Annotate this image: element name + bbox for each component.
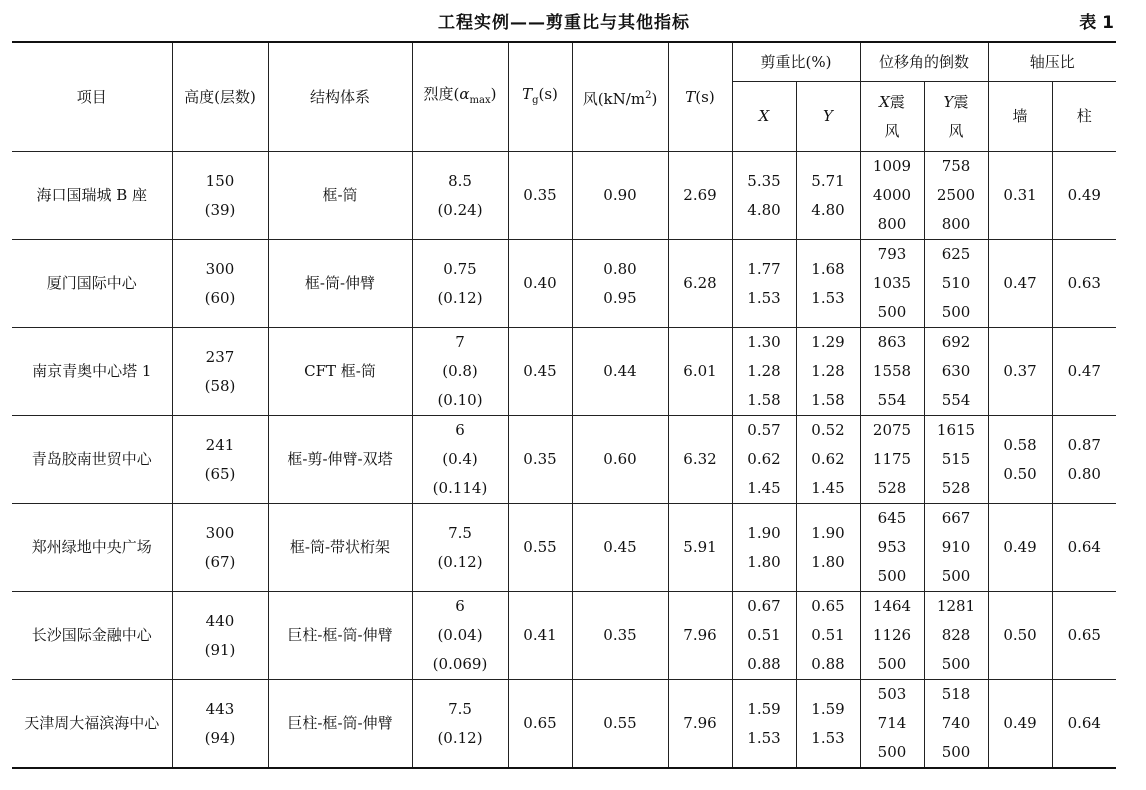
header-drift-y-axis: Y: [943, 92, 954, 111]
cell-system: [268, 680, 412, 769]
cell-line: 厦门国际中心: [46, 274, 137, 292]
cell-line: 1.90: [811, 523, 845, 542]
header-intensity-alpha: α: [459, 84, 470, 103]
cell-period: [668, 328, 732, 416]
cell-shear-x: [732, 240, 796, 328]
cell-column: [1052, 328, 1116, 416]
cell-line: 1009: [872, 157, 912, 175]
cell-drift-y: [924, 504, 988, 592]
cell-line: 框-剪-伸臂-双塔: [287, 450, 393, 468]
cell-height: [172, 152, 268, 240]
cell-line: 800: [877, 215, 907, 233]
cell-drift-x: [860, 592, 924, 680]
cell-line: 1.53: [811, 288, 845, 307]
cell-line: 500: [877, 303, 907, 321]
cell-shear-x: [732, 504, 796, 592]
cell-line: 630: [941, 362, 971, 380]
cell-period: [668, 416, 732, 504]
cell-line: 150: [205, 171, 235, 190]
cell-line: 0.62: [811, 450, 845, 468]
cell-intensity: [412, 592, 508, 680]
cell-line: 1558: [872, 362, 912, 380]
cell-line: 南京青奥中心塔 1: [32, 362, 152, 380]
cell-shear-y: [796, 152, 860, 240]
cell-line: 0.65: [811, 597, 845, 615]
cell-system: [268, 328, 412, 416]
cell-line: 758: [941, 157, 971, 175]
cell-line: 天津周大福滨海中心: [24, 714, 160, 732]
cell-line: (0.114): [432, 479, 488, 497]
header-tg-sub: g: [532, 94, 539, 106]
cell-line: 0.55: [603, 714, 637, 732]
table-row: [12, 240, 1116, 328]
cell-line: 910: [941, 538, 971, 556]
header-drift-inverse: 位移角的倒数: [860, 42, 988, 82]
cell-line: 500: [877, 743, 907, 761]
cell-tg: [508, 240, 572, 328]
cell-shear-y: [796, 328, 860, 416]
cell-line: 1.30: [747, 333, 781, 351]
table-body: [12, 152, 1116, 769]
cell-column: [1052, 416, 1116, 504]
header-shear-x: X: [732, 82, 796, 152]
cell-line: 0.50: [1003, 626, 1037, 644]
cell-wall: [988, 240, 1052, 328]
cell-line: 2075: [872, 421, 912, 439]
cell-line: 500: [877, 567, 907, 585]
table-row: [12, 416, 1116, 504]
cell-wall: [988, 504, 1052, 592]
cell-project: [12, 680, 172, 769]
cell-shear-x: [732, 416, 796, 504]
cell-drift-x: [860, 240, 924, 328]
header-axial-ratio: 轴压比: [988, 42, 1116, 82]
header-wind-sup: 2: [645, 89, 652, 101]
cell-line: 0.62: [747, 450, 781, 468]
header-period: [668, 42, 732, 152]
header-wall: 墙: [988, 82, 1052, 152]
cell-line: 0.35: [603, 626, 637, 644]
cell-line: 7.96: [683, 714, 717, 732]
header-intensity-suffix: ): [490, 84, 497, 103]
cell-line: 8.5: [448, 171, 472, 190]
header-intensity: [412, 42, 508, 152]
cell-line: (91): [204, 640, 236, 659]
cell-line: 0.80: [603, 259, 637, 278]
cell-system: [268, 152, 412, 240]
cell-line: 0.63: [1067, 274, 1101, 292]
cell-line: 0.57: [747, 421, 781, 439]
cell-period: [668, 680, 732, 769]
table-label: 表 1: [1079, 13, 1114, 33]
cell-tg: [508, 592, 572, 680]
cell-line: 528: [941, 479, 971, 497]
cell-wall: [988, 592, 1052, 680]
header-drift-x-line2: 风: [884, 121, 900, 140]
cell-line: 0.47: [1003, 274, 1037, 292]
cell-line: 0.65: [523, 714, 557, 732]
cell-wall: [988, 680, 1052, 769]
table-row: [12, 592, 1116, 680]
cell-period: [668, 152, 732, 240]
cell-system: [268, 592, 412, 680]
cell-line: (58): [204, 376, 236, 395]
cell-line: 6: [455, 597, 465, 615]
cell-line: 1.53: [747, 288, 781, 307]
table-title: 工程实例——剪重比与其他指标: [438, 13, 690, 33]
cell-line: 0.49: [1003, 714, 1037, 732]
cell-system: [268, 240, 412, 328]
cell-wind: [572, 416, 668, 504]
header-drift-y-rest: 震: [953, 92, 969, 111]
cell-period: [668, 240, 732, 328]
cell-line: 1.53: [811, 728, 845, 747]
cell-wind: [572, 592, 668, 680]
cell-line: 443: [205, 699, 235, 718]
cell-drift-y: [924, 240, 988, 328]
cell-shear-y: [796, 592, 860, 680]
header-wind-prefix: 风(kN/m: [582, 89, 646, 108]
cell-line: 0.35: [523, 186, 557, 204]
cell-line: (0.4): [442, 450, 478, 468]
cell-line: 1.58: [747, 391, 781, 409]
cell-shear-x: [732, 592, 796, 680]
header-column: 柱: [1052, 82, 1116, 152]
cell-line: 海口国瑞城 B 座: [36, 186, 148, 204]
cell-line: (39): [204, 200, 236, 219]
cell-line: 4.80: [811, 200, 845, 219]
cell-line: 1.28: [747, 362, 781, 380]
header-wind: [572, 42, 668, 152]
cell-line: 241: [205, 435, 235, 454]
cell-height: [172, 416, 268, 504]
cell-line: (0.8): [442, 362, 478, 380]
header-period-unit: (s): [695, 87, 715, 106]
cell-line: 长沙国际金融中心: [31, 626, 152, 644]
cell-line: 0.88: [747, 655, 781, 673]
cell-line: 7: [455, 333, 465, 351]
cell-line: 4.80: [747, 200, 781, 219]
header-drift-x-axis: X: [879, 92, 890, 111]
cell-line: CFT 框-筒: [304, 362, 376, 380]
cell-line: 0.50: [1003, 464, 1037, 483]
cell-shear-y: [796, 416, 860, 504]
cell-line: 1.29: [811, 333, 845, 351]
cell-line: 528: [877, 479, 907, 497]
cell-tg: [508, 680, 572, 769]
table-row: [12, 328, 1116, 416]
cell-drift-y: [924, 592, 988, 680]
cell-line: 1.59: [747, 699, 781, 718]
cell-line: 0.80: [1067, 464, 1101, 483]
cell-shear-x: [732, 328, 796, 416]
cell-line: 692: [941, 333, 971, 351]
cell-line: 1.80: [747, 552, 781, 571]
cell-line: 300: [205, 259, 235, 278]
header-intensity-sub: max: [469, 94, 491, 106]
cell-line: 郑州绿地中央广场: [31, 538, 152, 556]
cell-line: 0.51: [811, 626, 845, 644]
cell-line: 5.91: [683, 538, 717, 556]
cell-line: 0.49: [1003, 538, 1037, 556]
cell-line: 645: [877, 509, 907, 527]
cell-line: 793: [877, 245, 907, 263]
cell-line: 巨柱-框-筒-伸臂: [287, 714, 393, 732]
cell-line: 500: [877, 655, 907, 673]
cell-line: 300: [205, 523, 235, 542]
cell-line: 1126: [872, 626, 912, 644]
cell-line: 518: [941, 685, 971, 703]
cell-line: 1615: [936, 421, 976, 439]
cell-height: [172, 328, 268, 416]
cell-line: (0.12): [437, 288, 483, 307]
table-row: [12, 680, 1116, 769]
header-shear-ratio: 剪重比(%): [732, 42, 860, 82]
cell-line: 1.68: [811, 259, 845, 278]
cell-wall: [988, 152, 1052, 240]
cell-line: 0.88: [811, 655, 845, 673]
cell-shear-y: [796, 240, 860, 328]
cell-line: 500: [941, 567, 971, 585]
cell-line: 0.44: [603, 362, 637, 380]
header-shear-y: Y: [796, 82, 860, 152]
cell-line: (0.12): [437, 728, 483, 747]
cell-column: [1052, 152, 1116, 240]
cell-line: 740: [941, 714, 971, 732]
header-tg-symbol: T: [522, 84, 533, 103]
header-system: 结构体系: [268, 42, 412, 152]
cell-line: 0.31: [1003, 186, 1037, 204]
cell-line: 1175: [872, 450, 912, 468]
cell-line: 5.71: [811, 171, 845, 190]
cell-line: 0.65: [1067, 626, 1101, 644]
cell-line: 1.45: [747, 479, 781, 497]
header-drift-x-rest: 震: [889, 92, 905, 111]
cell-line: (0.24): [437, 200, 483, 219]
cell-line: 515: [941, 450, 971, 468]
cell-line: 0.37: [1003, 362, 1037, 380]
cell-drift-x: [860, 416, 924, 504]
cell-line: 0.40: [523, 274, 557, 292]
cell-line: 0.47: [1067, 362, 1101, 380]
cell-line: 1464: [872, 597, 912, 615]
cell-line: 2500: [936, 186, 976, 204]
cell-shear-x: [732, 152, 796, 240]
cell-intensity: [412, 504, 508, 592]
cell-line: 554: [941, 391, 971, 409]
cell-period: [668, 504, 732, 592]
cell-period: [668, 592, 732, 680]
cell-line: 953: [877, 538, 907, 556]
cell-line: 1.45: [811, 479, 845, 497]
cell-shear-x: [732, 680, 796, 769]
cell-height: [172, 592, 268, 680]
cell-system: [268, 416, 412, 504]
cell-line: 0.51: [747, 626, 781, 644]
cell-line: 巨柱-框-筒-伸臂: [287, 626, 393, 644]
cell-line: 6.01: [683, 362, 717, 380]
cell-line: 800: [941, 215, 971, 233]
cell-line: 7.5: [448, 523, 472, 542]
cell-line: 框-筒-带状桁架: [289, 538, 391, 556]
cell-intensity: [412, 416, 508, 504]
cell-line: 0.95: [603, 288, 637, 307]
header-tg: [508, 42, 572, 152]
cell-line: 7.5: [448, 699, 472, 718]
cell-line: 500: [941, 743, 971, 761]
cell-wind: [572, 152, 668, 240]
cell-line: 0.58: [1003, 435, 1037, 454]
header-drift-y-line2: 风: [948, 121, 964, 140]
cell-line: 1.28: [811, 362, 845, 380]
cell-column: [1052, 504, 1116, 592]
header-project: 项目: [12, 42, 172, 152]
cell-height: [172, 240, 268, 328]
cell-line: 6: [455, 421, 465, 439]
cell-line: 1281: [936, 597, 976, 615]
cell-line: 0.67: [747, 597, 781, 615]
cell-height: [172, 504, 268, 592]
cell-column: [1052, 240, 1116, 328]
cell-wind: [572, 680, 668, 769]
cell-system: [268, 504, 412, 592]
header-drift-x: [860, 82, 924, 152]
cell-line: 1.53: [747, 728, 781, 747]
cell-wind: [572, 328, 668, 416]
cell-line: (0.04): [437, 626, 483, 644]
cell-column: [1052, 680, 1116, 769]
cell-drift-x: [860, 328, 924, 416]
cell-shear-y: [796, 504, 860, 592]
cell-line: 框-筒-伸臂: [304, 274, 376, 292]
cell-line: 510: [941, 274, 971, 292]
cell-line: 828: [941, 626, 971, 644]
cell-line: 6.32: [683, 450, 717, 468]
cell-drift-x: [860, 152, 924, 240]
header-drift-y: [924, 82, 988, 152]
cell-line: 0.64: [1067, 538, 1101, 556]
cell-line: 5.35: [747, 171, 781, 190]
cell-line: 0.45: [603, 538, 637, 556]
cell-line: 0.75: [443, 259, 477, 278]
cell-line: 1.90: [747, 523, 781, 542]
cell-line: 7.96: [683, 626, 717, 644]
cell-line: (0.12): [437, 552, 483, 571]
cell-line: 1.77: [747, 259, 781, 278]
cell-line: 503: [877, 685, 907, 703]
cell-line: (67): [204, 552, 236, 571]
cell-tg: [508, 152, 572, 240]
cell-line: 0.52: [811, 421, 845, 439]
cell-intensity: [412, 240, 508, 328]
cell-line: 1.59: [811, 699, 845, 718]
cell-line: 500: [941, 303, 971, 321]
cell-project: [12, 504, 172, 592]
cell-line: 4000: [872, 186, 912, 204]
cell-intensity: [412, 680, 508, 769]
cell-intensity: [412, 152, 508, 240]
cell-drift-x: [860, 680, 924, 769]
cell-line: 6.28: [683, 274, 717, 292]
cell-line: 0.55: [523, 538, 557, 556]
cell-tg: [508, 416, 572, 504]
cell-line: (65): [204, 464, 236, 483]
cell-wind: [572, 240, 668, 328]
cell-project: [12, 416, 172, 504]
header-height: 高度(层数): [172, 42, 268, 152]
cell-drift-y: [924, 328, 988, 416]
cell-line: 554: [877, 391, 907, 409]
cell-line: (0.069): [432, 655, 488, 673]
cell-drift-x: [860, 504, 924, 592]
cell-line: 框-筒: [322, 186, 358, 204]
cell-wall: [988, 416, 1052, 504]
cell-line: 0.35: [523, 450, 557, 468]
cell-line: 1035: [872, 274, 912, 292]
cell-project: [12, 240, 172, 328]
cell-line: 863: [877, 333, 907, 351]
cell-line: 0.64: [1067, 714, 1101, 732]
cell-drift-y: [924, 416, 988, 504]
cell-shear-y: [796, 680, 860, 769]
cell-drift-y: [924, 680, 988, 769]
cell-line: 0.60: [603, 450, 637, 468]
cell-line: 0.41: [523, 626, 557, 644]
cell-tg: [508, 328, 572, 416]
cell-line: 0.87: [1067, 435, 1101, 454]
cell-intensity: [412, 328, 508, 416]
header-tg-unit: (s): [538, 84, 558, 103]
cell-drift-y: [924, 152, 988, 240]
cell-line: (94): [204, 728, 236, 747]
header-wind-suffix: ): [651, 89, 658, 108]
cell-wall: [988, 328, 1052, 416]
cell-project: [12, 328, 172, 416]
cell-line: 2.69: [683, 186, 717, 204]
cell-line: 440: [205, 611, 235, 630]
cell-line: 625: [941, 245, 971, 263]
cell-line: (60): [204, 288, 236, 307]
cell-line: 0.45: [523, 362, 557, 380]
cell-line: 500: [941, 655, 971, 673]
cell-project: [12, 152, 172, 240]
table-row: [12, 504, 1116, 592]
cell-height: [172, 680, 268, 769]
cell-line: 667: [941, 509, 971, 527]
cell-wind: [572, 504, 668, 592]
cell-line: (0.10): [437, 391, 483, 409]
cell-line: 714: [877, 714, 907, 732]
cell-column: [1052, 592, 1116, 680]
table-row: [12, 152, 1116, 240]
cell-line: 青岛胶南世贸中心: [31, 450, 152, 468]
cell-line: 0.90: [603, 186, 637, 204]
title-bar: [12, 8, 1116, 34]
data-table: [12, 41, 1116, 769]
header-period-symbol: T: [685, 87, 696, 106]
cell-project: [12, 592, 172, 680]
cell-line: 1.58: [811, 391, 845, 409]
header-intensity-prefix: 烈度(: [423, 84, 460, 103]
cell-line: 0.49: [1067, 186, 1101, 204]
cell-tg: [508, 504, 572, 592]
cell-line: 237: [205, 347, 235, 366]
cell-line: 1.80: [811, 552, 845, 571]
